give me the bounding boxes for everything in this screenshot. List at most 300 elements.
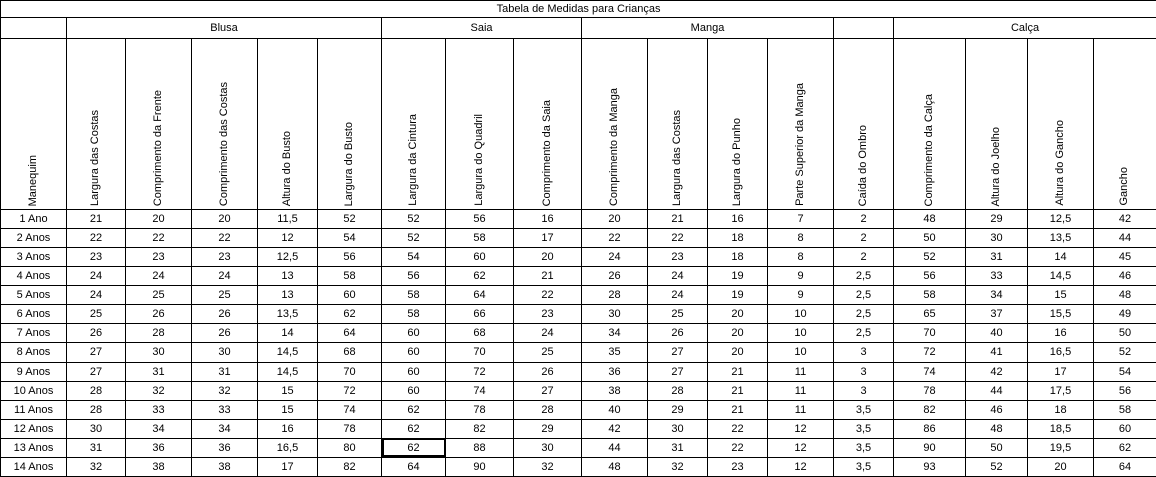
- table-cell[interactable]: 24: [648, 286, 708, 305]
- row-label[interactable]: 9 Anos: [1, 362, 67, 381]
- table-cell[interactable]: 29: [648, 400, 708, 419]
- table-cell[interactable]: 60: [446, 248, 514, 267]
- table-cell[interactable]: 72: [894, 343, 966, 362]
- table-cell[interactable]: 24: [126, 267, 192, 286]
- table-cell[interactable]: 62: [382, 400, 446, 419]
- table-cell[interactable]: 12: [768, 457, 834, 476]
- table-cell[interactable]: 78: [446, 400, 514, 419]
- table-cell[interactable]: 28: [582, 286, 648, 305]
- row-label[interactable]: 14 Anos: [1, 457, 67, 476]
- column-header-wrap: [834, 40, 893, 208]
- table-cell[interactable]: 46: [966, 400, 1028, 419]
- column-header-label: Comprimento das Costas: [217, 81, 230, 206]
- table-cell[interactable]: 22: [67, 229, 126, 248]
- table-cell[interactable]: 86: [894, 419, 966, 438]
- group-header-empty: [1, 18, 67, 39]
- group-header-manga: Manga: [582, 18, 834, 39]
- table-cell[interactable]: 27: [648, 362, 708, 381]
- table-cell[interactable]: 48: [966, 419, 1028, 438]
- table-cell[interactable]: 14,5: [258, 343, 318, 362]
- table-cell[interactable]: 25: [514, 343, 582, 362]
- column-header-wrap: [446, 40, 513, 208]
- table-cell[interactable]: 52: [966, 457, 1028, 476]
- table-cell[interactable]: 64: [382, 457, 446, 476]
- table-cell[interactable]: 2,5: [834, 305, 894, 324]
- table-cell[interactable]: 40: [582, 400, 648, 419]
- table-cell[interactable]: 26: [514, 362, 582, 381]
- column-header-wrap: [67, 40, 125, 208]
- table-cell[interactable]: 13,5: [1028, 229, 1094, 248]
- table-cell[interactable]: 30: [514, 438, 582, 457]
- table-cell[interactable]: 36: [192, 438, 258, 457]
- column-header-wrap: [1, 40, 66, 208]
- table-cell[interactable]: 14: [258, 324, 318, 343]
- table-cell[interactable]: 30: [966, 229, 1028, 248]
- table-cell[interactable]: 23: [192, 248, 258, 267]
- table-cell[interactable]: 23: [126, 248, 192, 267]
- table-cell[interactable]: 68: [446, 324, 514, 343]
- table-cell[interactable]: 22: [648, 229, 708, 248]
- column-header-14: [894, 39, 966, 210]
- table-cell[interactable]: 18: [1028, 400, 1094, 419]
- table-cell[interactable]: 16,5: [258, 438, 318, 457]
- table-cell[interactable]: 56: [1094, 381, 1156, 400]
- table-cell[interactable]: 8: [768, 248, 834, 267]
- table-cell[interactable]: 25: [67, 305, 126, 324]
- column-header-10: [648, 39, 708, 210]
- table-cell[interactable]: 74: [318, 400, 382, 419]
- table-cell[interactable]: 34: [192, 419, 258, 438]
- table-cell[interactable]: 52: [1094, 343, 1156, 362]
- table-cell[interactable]: 20: [582, 210, 648, 229]
- table-cell[interactable]: 93: [894, 457, 966, 476]
- table-cell[interactable]: 45: [1094, 248, 1156, 267]
- table-cell[interactable]: 32: [648, 457, 708, 476]
- table-cell[interactable]: 18: [708, 248, 768, 267]
- table-cell[interactable]: 16,5: [1028, 343, 1094, 362]
- table-cell[interactable]: 12: [258, 229, 318, 248]
- table-cell[interactable]: 17: [258, 457, 318, 476]
- table-cell[interactable]: 2: [834, 229, 894, 248]
- table-cell[interactable]: 20: [708, 343, 768, 362]
- column-header-label: Comprimento da Manga: [607, 87, 620, 206]
- table-cell[interactable]: 30: [648, 419, 708, 438]
- table-cell[interactable]: 33: [192, 400, 258, 419]
- table-cell[interactable]: 20: [126, 210, 192, 229]
- table-cell[interactable]: 21: [708, 381, 768, 400]
- column-header-12: [768, 39, 834, 210]
- table-cell[interactable]: 50: [966, 438, 1028, 457]
- table-cell[interactable]: 48: [582, 457, 648, 476]
- column-header-13: [834, 39, 894, 210]
- table-cell[interactable]: 22: [514, 286, 582, 305]
- table-cell[interactable]: 26: [126, 305, 192, 324]
- table-cell[interactable]: 7: [768, 210, 834, 229]
- table-cell[interactable]: 60: [382, 343, 446, 362]
- table-cell[interactable]: 54: [382, 248, 446, 267]
- table-cell[interactable]: 2: [834, 210, 894, 229]
- table-cell[interactable]: 22: [582, 229, 648, 248]
- table-cell[interactable]: 26: [582, 267, 648, 286]
- table-cell[interactable]: 22: [192, 229, 258, 248]
- table-cell[interactable]: 29: [514, 419, 582, 438]
- table-cell[interactable]: 44: [582, 438, 648, 457]
- table-cell[interactable]: 11: [768, 381, 834, 400]
- table-cell[interactable]: 30: [582, 305, 648, 324]
- table-cell[interactable]: 41: [966, 343, 1028, 362]
- table-cell[interactable]: 15: [258, 381, 318, 400]
- table-cell[interactable]: 60: [382, 381, 446, 400]
- table-cell[interactable]: 28: [514, 400, 582, 419]
- table-row: [1, 210, 1156, 229]
- table-cell[interactable]: 19,5: [1028, 438, 1094, 457]
- table-cell[interactable]: 90: [894, 438, 966, 457]
- table-cell[interactable]: 52: [318, 210, 382, 229]
- table-cell[interactable]: 31: [67, 438, 126, 457]
- table-cell[interactable]: 62: [382, 419, 446, 438]
- table-cell[interactable]: 70: [446, 343, 514, 362]
- table-cell[interactable]: 31: [966, 248, 1028, 267]
- table-cell[interactable]: 15: [258, 400, 318, 419]
- column-header-wrap: [894, 40, 965, 208]
- table-cell[interactable]: 42: [1094, 210, 1156, 229]
- table-cell[interactable]: 42: [582, 419, 648, 438]
- table-cell[interactable]: 30: [126, 343, 192, 362]
- table-cell[interactable]: 46: [1094, 267, 1156, 286]
- column-header-16: [1028, 39, 1094, 210]
- table-cell[interactable]: 38: [192, 457, 258, 476]
- table-cell[interactable]: 10: [768, 324, 834, 343]
- table-cell[interactable]: 82: [446, 419, 514, 438]
- table-cell[interactable]: 3: [834, 343, 894, 362]
- table-cell[interactable]: 28: [67, 381, 126, 400]
- table-cell[interactable]: 27: [514, 381, 582, 400]
- table-cell[interactable]: 22: [708, 438, 768, 457]
- table-cell[interactable]: 15: [1028, 286, 1094, 305]
- table-cell[interactable]: 26: [192, 324, 258, 343]
- table-cell[interactable]: 14,5: [258, 362, 318, 381]
- row-label[interactable]: 2 Anos: [1, 229, 67, 248]
- column-header-label: Largura das Costas: [89, 110, 102, 206]
- table-cell[interactable]: 64: [1094, 457, 1156, 476]
- table-cell[interactable]: 65: [894, 305, 966, 324]
- table-cell[interactable]: 27: [67, 343, 126, 362]
- table-cell[interactable]: 58: [382, 305, 446, 324]
- table-row: [1, 267, 1156, 286]
- table-cell[interactable]: 88: [446, 438, 514, 457]
- table-cell[interactable]: 54: [318, 229, 382, 248]
- table-cell[interactable]: 16: [514, 210, 582, 229]
- table-cell[interactable]: 25: [126, 286, 192, 305]
- table-cell[interactable]: 25: [192, 286, 258, 305]
- table-cell[interactable]: 11,5: [258, 210, 318, 229]
- table-cell[interactable]: 58: [318, 267, 382, 286]
- table-cell[interactable]: 31: [192, 362, 258, 381]
- table-cell[interactable]: 19: [708, 267, 768, 286]
- table-cell[interactable]: 33: [126, 400, 192, 419]
- table-cell[interactable]: 90: [446, 457, 514, 476]
- table-cell[interactable]: 16: [1028, 324, 1094, 343]
- table-cell[interactable]: 12: [768, 419, 834, 438]
- table-cell[interactable]: 25: [648, 305, 708, 324]
- table-cell[interactable]: 24: [514, 324, 582, 343]
- table-cell[interactable]: 38: [582, 381, 648, 400]
- table-cell[interactable]: 60: [382, 362, 446, 381]
- table-cell[interactable]: 3,5: [834, 419, 894, 438]
- table-cell[interactable]: 56: [894, 267, 966, 286]
- table-cell[interactable]: 36: [582, 362, 648, 381]
- table-cell[interactable]: 60: [1094, 419, 1156, 438]
- table-cell[interactable]: 32: [126, 381, 192, 400]
- table-cell[interactable]: 58: [382, 286, 446, 305]
- table-cell[interactable]: 80: [318, 438, 382, 457]
- table-cell[interactable]: 62: [1094, 438, 1156, 457]
- table-cell[interactable]: 12,5: [258, 248, 318, 267]
- table-cell[interactable]: 21: [514, 267, 582, 286]
- table-cell[interactable]: 62: [318, 305, 382, 324]
- table-cell[interactable]: 35: [582, 343, 648, 362]
- table-cell[interactable]: 56: [318, 248, 382, 267]
- column-header-label: Largura do Quadril: [472, 114, 485, 206]
- column-header-label: Largura do Punho: [730, 117, 743, 206]
- table-cell[interactable]: 56: [446, 210, 514, 229]
- column-header-wrap: [648, 40, 707, 208]
- row-label[interactable]: 11 Anos: [1, 400, 67, 419]
- row-label[interactable]: 8 Anos: [1, 343, 67, 362]
- table-cell[interactable]: 70: [318, 362, 382, 381]
- table-cell[interactable]: 78: [318, 419, 382, 438]
- table-cell[interactable]: 34: [966, 286, 1028, 305]
- row-label[interactable]: 13 Anos: [1, 438, 67, 457]
- table-cell[interactable]: 20: [514, 248, 582, 267]
- table-cell[interactable]: 28: [126, 324, 192, 343]
- table-cell[interactable]: 9: [768, 267, 834, 286]
- table-cell[interactable]: 20: [708, 305, 768, 324]
- table-cell[interactable]: 21: [708, 400, 768, 419]
- table-cell[interactable]: 52: [382, 229, 446, 248]
- table-cell[interactable]: 58: [1094, 400, 1156, 419]
- table-cell[interactable]: 72: [318, 381, 382, 400]
- table-cell[interactable]: 34: [126, 419, 192, 438]
- table-cell[interactable]: 20: [1028, 457, 1094, 476]
- table-cell[interactable]: 23: [648, 248, 708, 267]
- table-cell[interactable]: 2,5: [834, 286, 894, 305]
- group-header-empty: [834, 18, 894, 39]
- table-cell[interactable]: 17,5: [1028, 381, 1094, 400]
- table-cell[interactable]: 74: [446, 381, 514, 400]
- column-header-wrap: [258, 40, 317, 208]
- table-cell[interactable]: 27: [648, 343, 708, 362]
- table-cell[interactable]: 52: [894, 248, 966, 267]
- table-cell[interactable]: 10: [768, 343, 834, 362]
- table-cell[interactable]: 42: [966, 362, 1028, 381]
- table-cell[interactable]: 27: [67, 362, 126, 381]
- table-cell[interactable]: 24: [67, 286, 126, 305]
- column-header-label: Largura da Cintura: [406, 114, 419, 206]
- table-cell[interactable]: 20: [708, 324, 768, 343]
- column-header-wrap: [318, 40, 381, 208]
- row-label[interactable]: 12 Anos: [1, 419, 67, 438]
- table-cell[interactable]: 26: [67, 324, 126, 343]
- table-cell[interactable]: 50: [1094, 324, 1156, 343]
- table-cell[interactable]: 14,5: [1028, 267, 1094, 286]
- table-cell[interactable]: 24: [648, 267, 708, 286]
- column-header-wrap: [192, 40, 257, 208]
- table-cell[interactable]: 48: [894, 210, 966, 229]
- row-label[interactable]: 7 Anos: [1, 324, 67, 343]
- table-cell[interactable]: 21: [708, 362, 768, 381]
- table-cell[interactable]: 64: [446, 286, 514, 305]
- column-header-5: [318, 39, 382, 210]
- table-cell[interactable]: 52: [382, 210, 446, 229]
- group-header-row: [1, 18, 1156, 39]
- table-cell[interactable]: 40: [966, 324, 1028, 343]
- table-cell[interactable]: 72: [446, 362, 514, 381]
- table-cell[interactable]: 24: [67, 267, 126, 286]
- column-header-label: Comprimento da Calça: [922, 93, 935, 206]
- table-cell[interactable]: 3,5: [834, 400, 894, 419]
- table-cell[interactable]: 60: [318, 286, 382, 305]
- table-cell[interactable]: 49: [1094, 305, 1156, 324]
- table-cell[interactable]: 24: [192, 267, 258, 286]
- table-row: [1, 305, 1156, 324]
- table-cell[interactable]: 70: [894, 324, 966, 343]
- table-cell[interactable]: 3,5: [834, 457, 894, 476]
- table-cell[interactable]: 24: [582, 248, 648, 267]
- group-header-calça: Calça: [894, 18, 1156, 39]
- table-cell[interactable]: 10: [768, 305, 834, 324]
- table-cell[interactable]: 29: [966, 210, 1028, 229]
- column-header-wrap: [1094, 40, 1156, 208]
- table-cell[interactable]: 78: [894, 381, 966, 400]
- table-cell[interactable]: 14: [1028, 248, 1094, 267]
- table-row: [1, 457, 1156, 476]
- table-cell[interactable]: 11: [768, 400, 834, 419]
- table-cell[interactable]: 26: [192, 305, 258, 324]
- table-cell[interactable]: 16: [258, 419, 318, 438]
- table-cell[interactable]: 18,5: [1028, 419, 1094, 438]
- table-cell[interactable]: 33: [966, 267, 1028, 286]
- table-cell[interactable]: 32: [67, 457, 126, 476]
- table-cell[interactable]: 58: [894, 286, 966, 305]
- table-cell[interactable]: 15,5: [1028, 305, 1094, 324]
- row-label[interactable]: 1 Ano: [1, 210, 67, 229]
- table-cell[interactable]: 20: [192, 210, 258, 229]
- table-cell[interactable]: 9: [768, 286, 834, 305]
- row-label[interactable]: 4 Anos: [1, 267, 67, 286]
- table-cell[interactable]: 30: [192, 343, 258, 362]
- table-cell[interactable]: 36: [126, 438, 192, 457]
- table-cell[interactable]: 16: [708, 210, 768, 229]
- table-cell[interactable]: 21: [67, 210, 126, 229]
- column-header-label: Comprimento da Saia: [540, 99, 553, 206]
- table-cell[interactable]: 19: [708, 286, 768, 305]
- table-cell[interactable]: 48: [1094, 286, 1156, 305]
- table-cell[interactable]: 3: [834, 381, 894, 400]
- title-row: [1, 1, 1156, 18]
- table-cell[interactable]: 28: [648, 381, 708, 400]
- table-cell[interactable]: 3,5: [834, 438, 894, 457]
- table-cell[interactable]: 50: [894, 229, 966, 248]
- table-cell[interactable]: 23: [708, 457, 768, 476]
- table-row: [1, 419, 1156, 438]
- table-cell[interactable]: 21: [648, 210, 708, 229]
- table-cell[interactable]: 11: [768, 362, 834, 381]
- table-cell[interactable]: 32: [514, 457, 582, 476]
- table-cell[interactable]: 74: [894, 362, 966, 381]
- table-cell[interactable]: 62: [446, 267, 514, 286]
- selected-cell[interactable]: 62: [382, 438, 446, 457]
- table-cell[interactable]: 17: [514, 229, 582, 248]
- table-cell[interactable]: 28: [67, 400, 126, 419]
- table-cell[interactable]: 17: [1028, 362, 1094, 381]
- table-cell[interactable]: 2: [834, 248, 894, 267]
- table-cell[interactable]: 3: [834, 362, 894, 381]
- row-label[interactable]: 10 Anos: [1, 381, 67, 400]
- table-cell[interactable]: 2,5: [834, 267, 894, 286]
- table-cell[interactable]: 44: [966, 381, 1028, 400]
- table-cell[interactable]: 82: [318, 457, 382, 476]
- table-cell[interactable]: 82: [894, 400, 966, 419]
- table-cell[interactable]: 30: [67, 419, 126, 438]
- table-cell[interactable]: 13,5: [258, 305, 318, 324]
- table-cell[interactable]: 56: [382, 267, 446, 286]
- table-row: [1, 286, 1156, 305]
- column-header-label: Gancho: [1118, 167, 1131, 206]
- table-cell[interactable]: 54: [1094, 362, 1156, 381]
- row-label[interactable]: 3 Anos: [1, 248, 67, 267]
- table-cell[interactable]: 23: [514, 305, 582, 324]
- table-cell[interactable]: 34: [582, 324, 648, 343]
- table-row: [1, 400, 1156, 419]
- row-label[interactable]: 5 Anos: [1, 286, 67, 305]
- row-label[interactable]: 6 Anos: [1, 305, 67, 324]
- column-header-wrap: [966, 40, 1027, 208]
- column-header-4: [258, 39, 318, 210]
- table-cell[interactable]: 31: [126, 362, 192, 381]
- table-cell[interactable]: 64: [318, 324, 382, 343]
- table-cell[interactable]: 44: [1094, 229, 1156, 248]
- table-cell[interactable]: 32: [192, 381, 258, 400]
- table-cell[interactable]: 68: [318, 343, 382, 362]
- table-cell[interactable]: 12,5: [1028, 210, 1094, 229]
- table-cell[interactable]: 8: [768, 229, 834, 248]
- table-cell[interactable]: 13: [258, 286, 318, 305]
- table-row: [1, 248, 1156, 267]
- table-row: [1, 362, 1156, 381]
- table-cell[interactable]: 22: [708, 419, 768, 438]
- column-header-9: [582, 39, 648, 210]
- table-cell[interactable]: 66: [446, 305, 514, 324]
- column-header-label: Altura do Gancho: [1053, 120, 1066, 206]
- table-cell[interactable]: 38: [126, 457, 192, 476]
- column-header-label: Caída do Ombro: [856, 124, 869, 206]
- table-cell[interactable]: 23: [67, 248, 126, 267]
- table-cell[interactable]: 60: [382, 324, 446, 343]
- column-header-wrap: [708, 40, 767, 208]
- table-cell[interactable]: 31: [648, 438, 708, 457]
- table-cell[interactable]: 58: [446, 229, 514, 248]
- table-cell[interactable]: 12: [768, 438, 834, 457]
- table-cell[interactable]: 22: [126, 229, 192, 248]
- column-header-label: Parte Superior da Manga: [793, 83, 806, 206]
- table-cell[interactable]: 13: [258, 267, 318, 286]
- column-header-label: Altura do Busto: [280, 130, 293, 206]
- table-cell[interactable]: 2,5: [834, 324, 894, 343]
- table-cell[interactable]: 18: [708, 229, 768, 248]
- table-cell[interactable]: 37: [966, 305, 1028, 324]
- table-cell[interactable]: 26: [648, 324, 708, 343]
